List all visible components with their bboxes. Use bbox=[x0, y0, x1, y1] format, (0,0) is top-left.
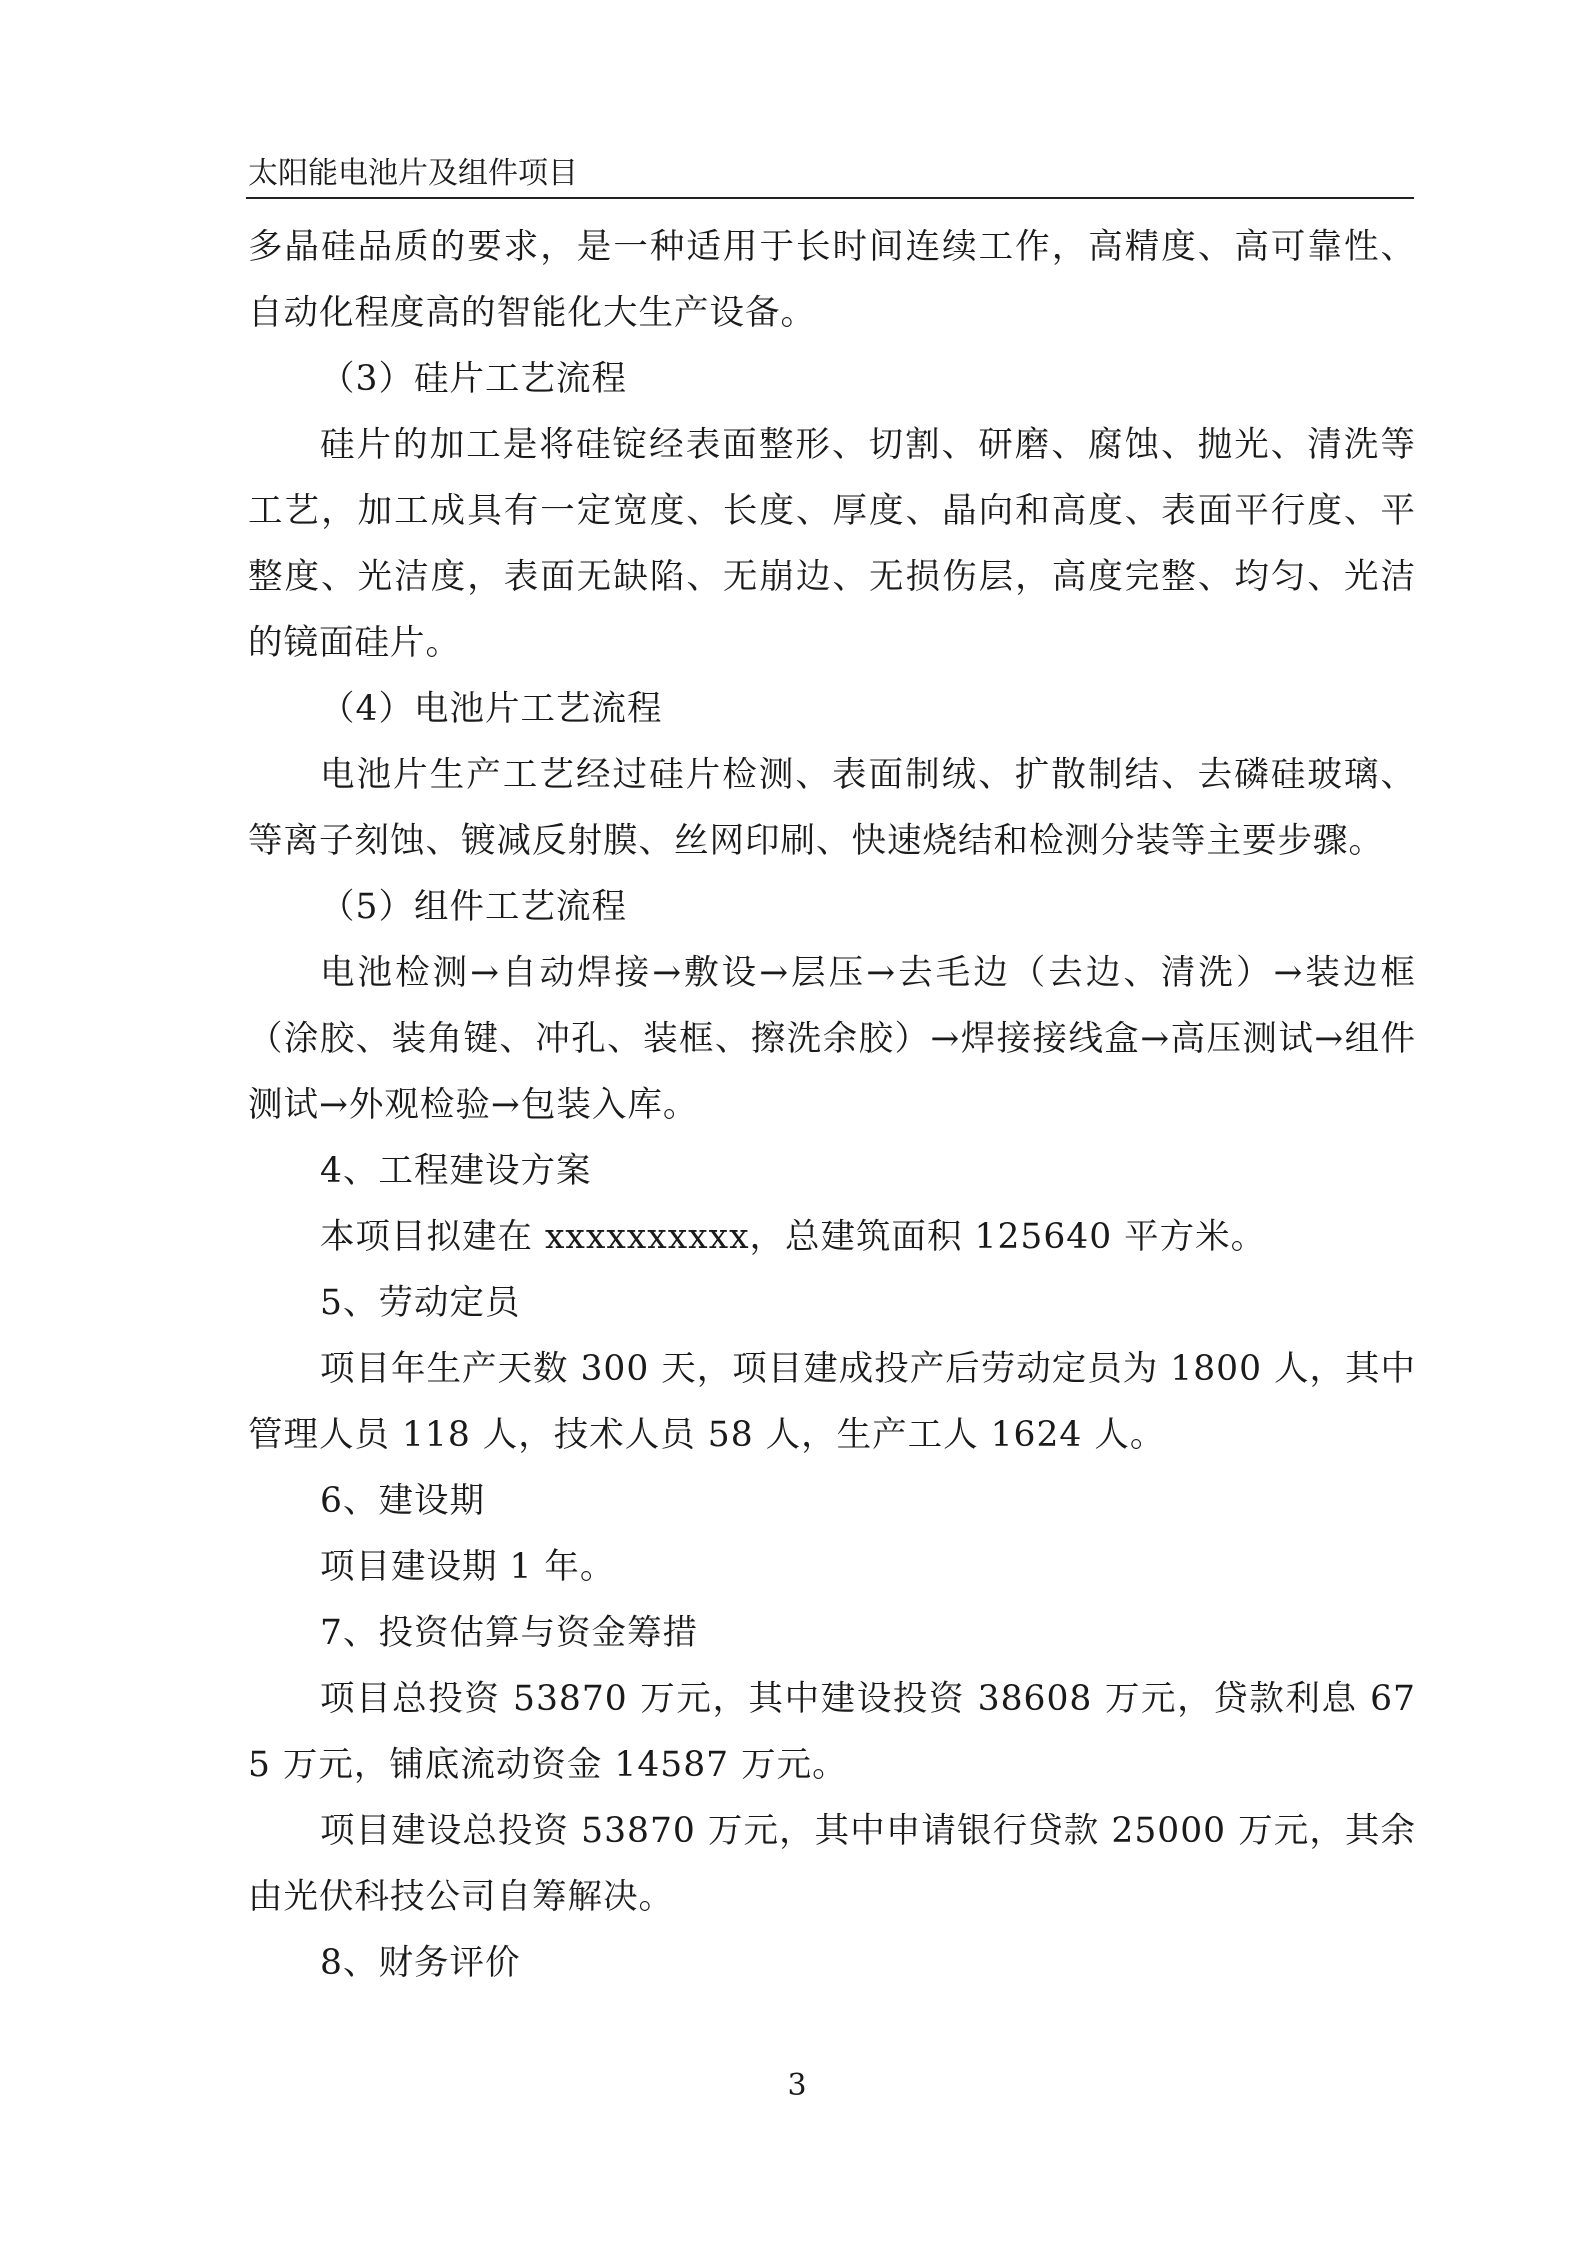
heading-financial-evaluation: 8、财务评价 bbox=[320, 1943, 521, 1983]
header-divider bbox=[246, 197, 1414, 199]
page-number: 3 bbox=[787, 2068, 807, 2103]
paragraph-investment-financing: 项目建设总投资 53870 万元，其中申请银行贷款 25000 万元，其余由光伏科技公司自筹解决。 bbox=[248, 1811, 1416, 1917]
heading-staffing: 5、劳动定员 bbox=[320, 1283, 521, 1323]
paragraph-investment-total: 项目总投资 53870 万元，其中建设投资 38608 万元，贷款利息 675 万元，铺底流动资金 14587 万元。 bbox=[248, 1679, 1416, 1785]
paragraph-construction-period: 项目建设期 1 年。 bbox=[320, 1547, 616, 1587]
heading-construction-period: 6、建设期 bbox=[320, 1481, 485, 1521]
paragraph-wafer-process: 硅片的加工是将硅锭经表面整形、切割、研磨、腐蚀、抛光、清洗等工艺，加工成具有一定宽度、长度、厚度、晶向和高度、表面平行度、平整度、光洁度，表面无缺陷、无崩边、无损伤层，高度完整、均匀、光洁的镜面硅片。 bbox=[248, 425, 1416, 663]
paragraph-continuation: 多晶硅品质的要求，是一种适用于长时间连续工作，高精度、高可靠性、自动化程度高的智能化大生产设备。 bbox=[248, 227, 1416, 333]
paragraph-staffing: 项目年生产天数 300 天，项目建成投产后劳动定员为 1800 人，其中管理人员 118 人，技术人员 58 人，生产工人 1624 人。 bbox=[248, 1349, 1417, 1455]
subheading-wafer-process: （3）硅片工艺流程 bbox=[320, 359, 627, 399]
heading-construction-plan: 4、工程建设方案 bbox=[320, 1151, 592, 1191]
paragraph-module-process: 电池检测→自动焊接→敷设→层压→去毛边（去边、清洗）→装边框（涂胶、装角键、冲孔、装框、擦洗余胶）→焊接接线盒→高压测试→组件测试→外观检验→包装入库。 bbox=[248, 953, 1416, 1125]
subheading-cell-process: （4）电池片工艺流程 bbox=[320, 689, 663, 729]
paragraph-cell-process: 电池片生产工艺经过硅片检测、表面制绒、扩散制结、去磷硅玻璃、等离子刻蚀、镀减反射膜、丝网印刷、快速烧结和检测分装等主要步骤。 bbox=[248, 755, 1416, 861]
body-text bbox=[248, 214, 1416, 1996]
running-header: 太阳能电池片及组件项目 bbox=[248, 156, 578, 191]
subheading-module-process: （5）组件工艺流程 bbox=[320, 887, 627, 927]
heading-investment: 7、投资估算与资金筹措 bbox=[320, 1613, 698, 1653]
paragraph-construction-plan: 本项目拟建在 xxxxxxxxxx，总建筑面积 125640 平方米。 bbox=[320, 1217, 1267, 1257]
